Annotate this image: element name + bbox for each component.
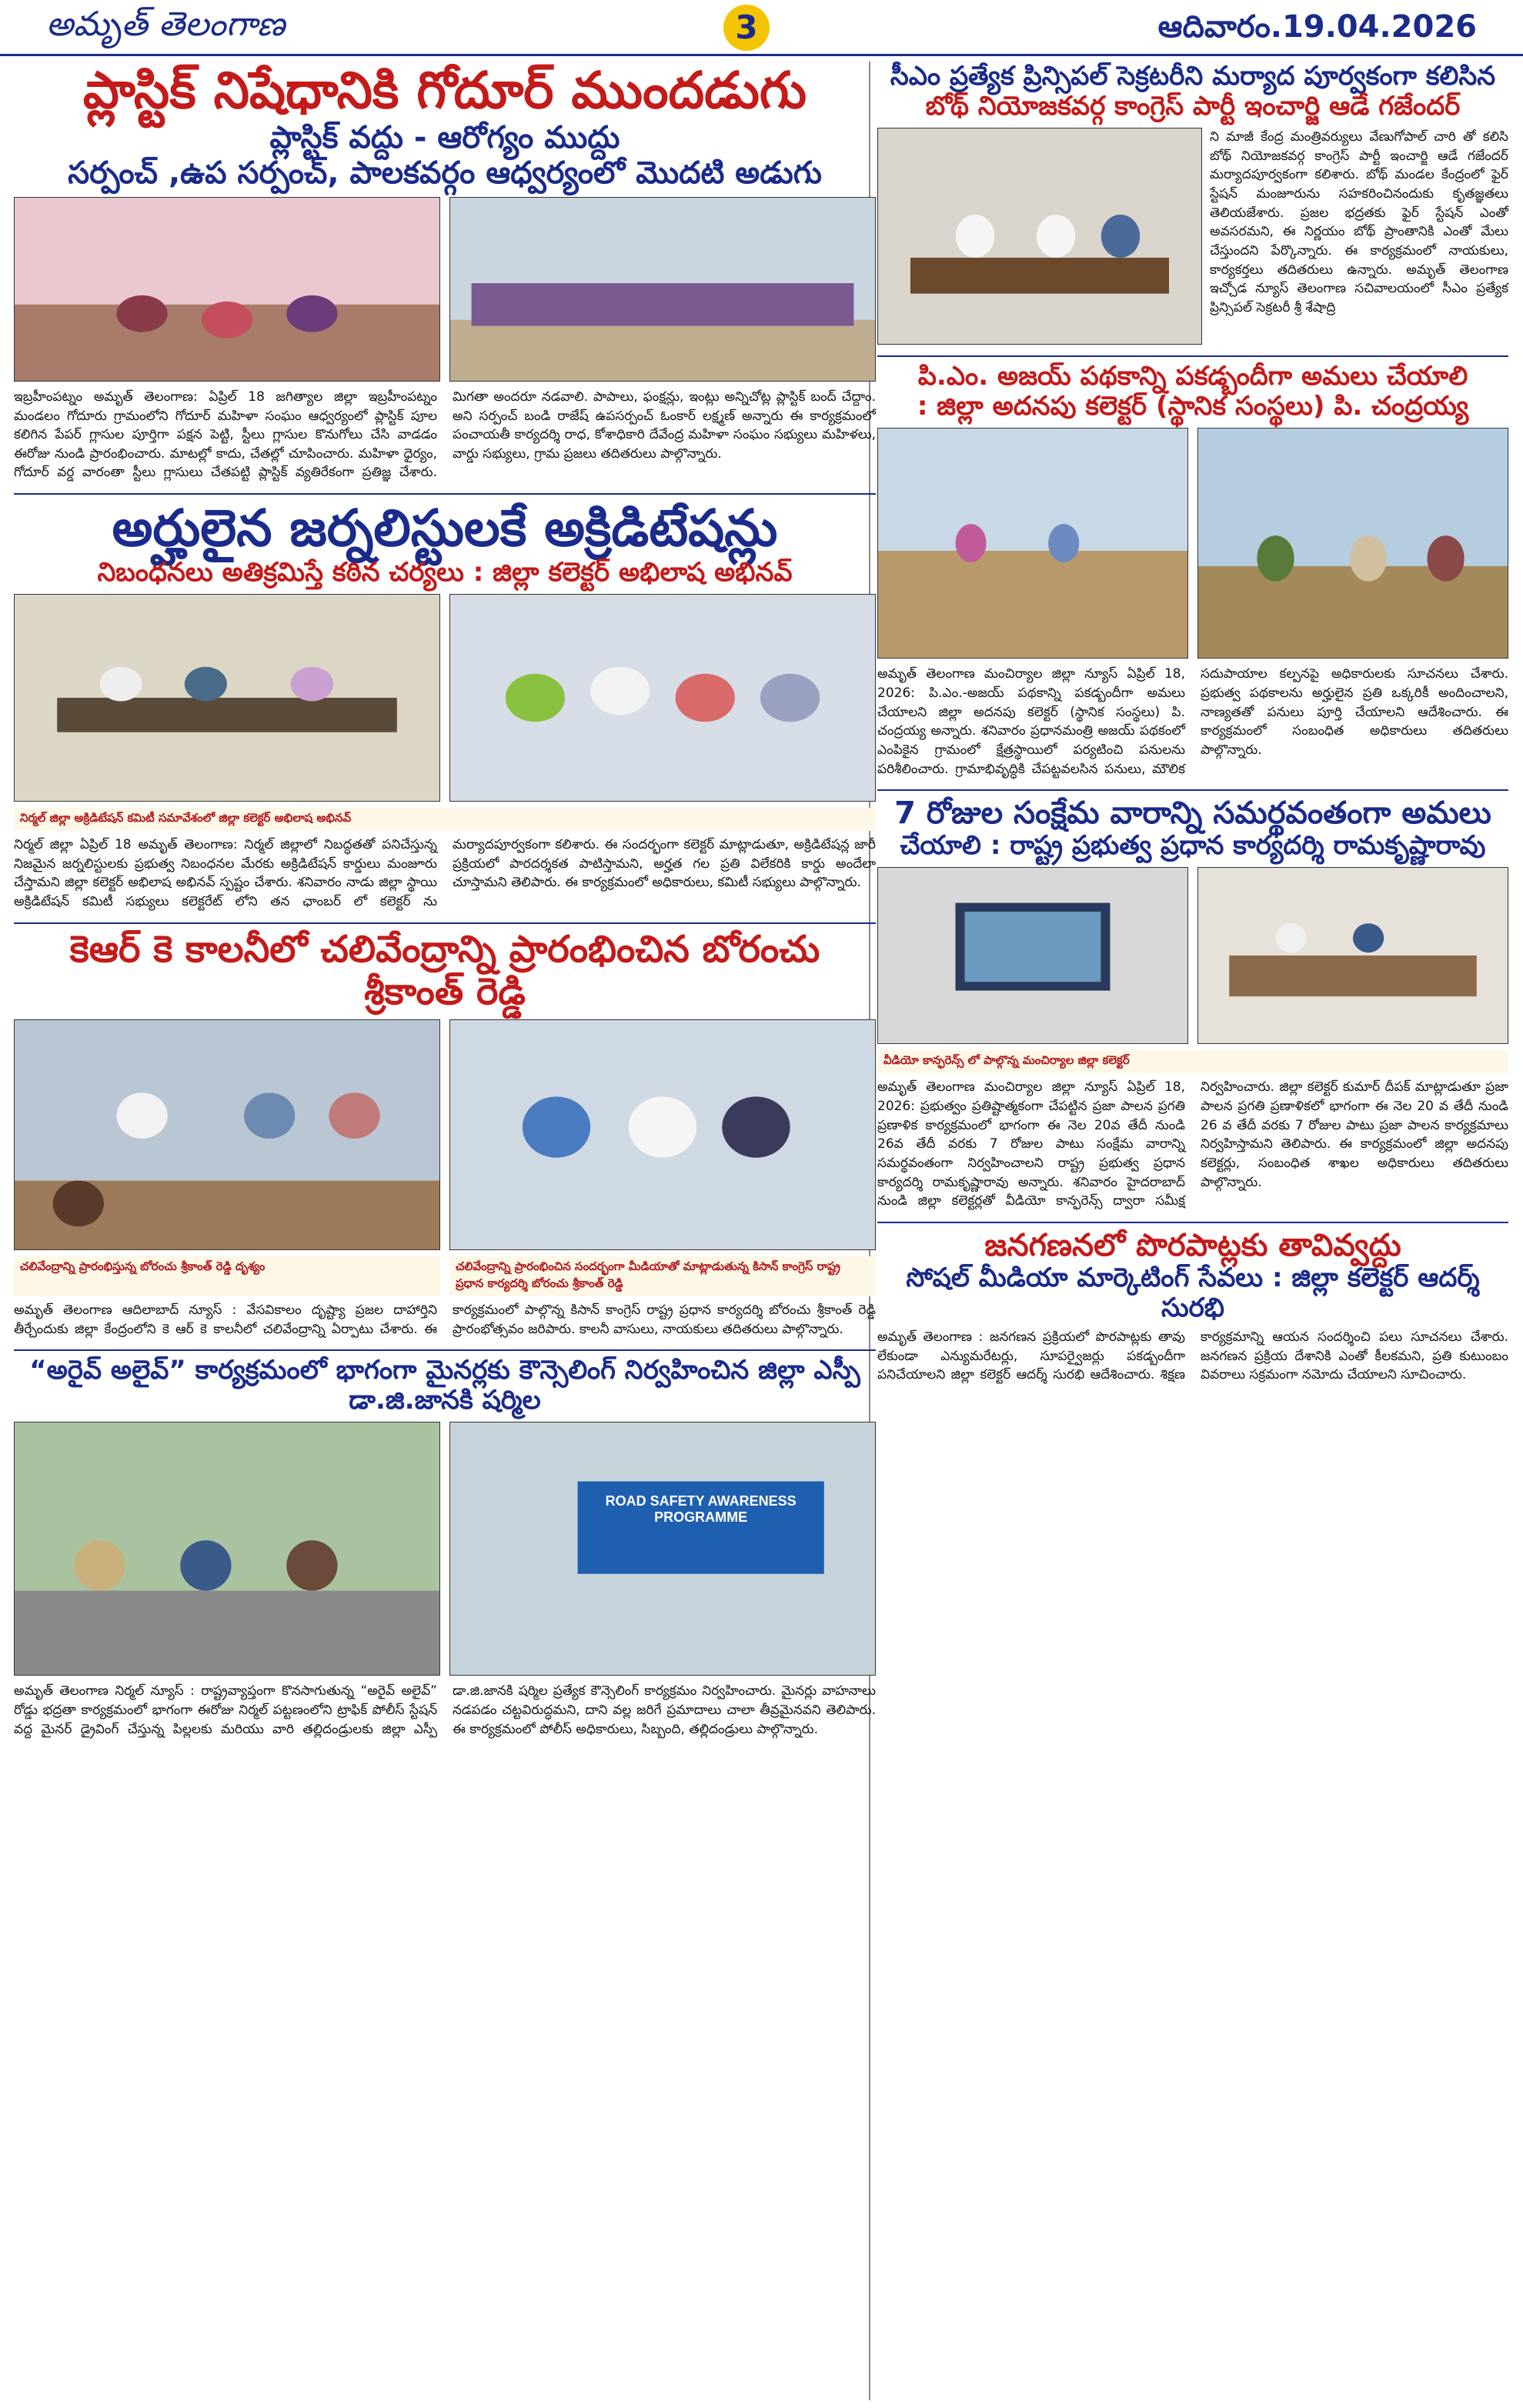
article-body: ఇబ్రహీంపట్నం అమృత్ తెలంగాణ: ఏప్రిల్ 18 జగిత్యాల జిల్లా ఇబ్రహీంపట్నం మండలం గోదూరు గ్రామంలోని గోదూర్ మహిళా సంఘం ఆధ్వర్యంలో ప్లాస్టిక్ పూల కలిగిన పేపర్ గ్లాసుల పూర్తిగా పక్షన పెట్టి, స్టీలు గ్లాసుల కొనుగోలు చేసి వాడడం ఈరోజు నుండి ప్రారంభించారు. మాటల్లో కాదు, చేతల్లో చూపించారు. మహిళా ధైర్యం, గోదూర్ వర్డ వారంతా స్టీలు గ్లాసులు చేతపట్టి ప్లాస్టిక్ వ్యతిరేకంగా ప్రతిజ్ఞ చేశారు. మిగతా అందరూ నడవాలి. పాపాలు, ఫంక్షన్లు, ఇంట్లు అన్నిచోట్ల ప్లాస్టిక్ బంద్ చేద్దాం. అని సర్పంచ్ బండి రాజేష్ ఉపసర్పంచ్ ఓంకార్ లక్ష్మణ్ అన్నారు ఈ కార్యక్రమంలో పంచాయతీ కార్యదర్శి రాధ, కోశాధికారి దేవేంద్ర మహిళా సంఘం సభ్యులు మహిళలు, వార్డు సభ్యులు, గ్రామ ప్రజలు తదితరులు పాల్గొన్నారు. [14,389,876,481]
news-photo [1197,428,1508,659]
story-cm-secretary [877,62,1508,345]
article-body: అమృత్ తెలంగాణ ఆదిలాబాద్ న్యూస్ : వేసవికాలం దృష్ట్యా ప్రజల దాహార్తిని తీర్చేందుకు జిల్లా కేంద్రంలోని కె ఆర్ కె కాలనీలో చలివేంద్రాన్ని ఏర్పాటు చేశారు. ఈ కార్యక్రమంలో పాల్గొన్న కిసాన్ కాంగ్రెస్ రాష్ట్ర ప్రధాన కార్యదర్శి బోరంచు శ్రీకాంత్ రెడ్డి ప్రారంభోత్సవం జరిపారు. కాలనీ వాసులు, నాయకులు తదితరులు పాల్గొన్నారు. [14,1302,876,1337]
news-photo [14,594,440,802]
section-rule [877,789,1508,791]
photo-caption: నిర్మల్ జిల్లా అక్రిడిటేషన్ కమిటీ సమావేశంలో జిల్లా కలెక్టర్ అభిలాష అభినవ్ [14,808,876,831]
subheadline-1: ప్లాస్టిక్ వద్దు - ఆరోగ్యం ముద్దు [269,119,620,155]
headline: అర్హులైన జర్నలిస్టులకే అక్రిడిటేషన్లు [112,499,778,559]
news-photo [14,197,440,382]
article-body: నిర్మల్ జిల్లా ఏప్రిల్ 18 అమృత్ తెలంగాణ: నిర్మల్ జిల్లాలో నిబద్ధతతో పనిచేస్తున్న నిజమైన జర్నలిస్టులకు ప్రభుత్వ నిబంధనల మేరకు అక్రిడిటేషన్ కార్డులు మంజూరు చేస్తామని జిల్లా కలెక్టర్ అభిలాష అభినవ్ స్పష్టం చేశారు. శనివారం నాడు జిల్లా స్థాయి అక్రిడిటేషన్ కమిటీ సభ్యులు కలెక్టరేట్ లోని తన ఛాంబర్ లో కలెక్టర్ ను మర్యాదపూర్వకంగా కలిశారు. ఈ సందర్భంగా కలెక్టర్ మాట్లాడుతూ, అక్రిడిటేషన్ల జారీ ప్రక్రియలో పారదర్శకత పాటిస్తామని, అర్హత గల ప్రతి విలేకరికి కార్డు అందేలా చూస్తామని తెలిపారు. ఈ కార్యక్రమంలో అధికారులు, కమిటీ సభ్యులు పాల్గొన్నారు. [14,837,876,909]
headline-line-1: జనగణనలో పొరపాట్లకు తావివ్వద్దు [984,1227,1401,1263]
headline: “అరైవ్ అలైవ్” కార్యక్రమంలో భాగంగా మైనర్లకు కౌన్సెలింగ్ నిర్వహించిన జిల్లా ఎస్పీ డా.జి.జానకి షర్మిల [29,1355,860,1416]
story-accreditation [14,499,876,912]
story-pm-ajay [877,362,1508,779]
article-body: ని మాజీ కేంద్ర మంత్రివర్యులు వేణుగోపాల్ చారి తో కలిసి బోథ్ నియోజకవర్గ కాంగ్రెస్ పార్టీ ఇంచార్జి ఆడే గజేందర్ మర్యాదపూర్వకంగా కలిశారు. బోథ్ మండల కేంద్రంలో ఫైర్ స్టేషన్ మంజూరును సహకరించినందుకు కృతజ్ఞతలు తెలియజేశారు. ప్రజల భద్రతకు ఫైర్ స్టేషన్ ఎంతో అవసరమని, ఈ నిర్ణయం బోథ్ ప్రాంతానికి ఎంతో మేలు చేస్తుందని పేర్కొన్నారు. ఈ కార్యక్రమంలో నాయకులు, కార్యకర్తలు తదితరులు ఉన్నారు. అమృత్ తెలంగాణ ఇచ్చోడ న్యూస్ తెలంగాణ సచివాలయంలో సీఎం ప్రత్యేక ప్రిన్సిపల్ సెక్రటరీ శ్రీ శేషాద్రి [1210,129,1508,315]
page-number-badge: 3 [723,5,770,51]
news-photo [14,1019,440,1250]
news-photo [449,1019,876,1250]
article-body: అమృత్ తెలంగాణ : జనగణన ప్రక్రియలో పొరపాట్లకు తావు లేకుండా ఎన్యుమరేటర్లు, సూపర్వైజర్లు పకడ్బందీగా పనిచేయాలని జిల్లా కలెక్టర్ ఆదర్శ్ సురభి ఆదేశించారు. శిక్షణ కార్యక్రమాన్ని ఆయన సందర్శించి పలు సూచనలు చేశారు. జనగణన ప్రక్రియ దేశానికి ఎంతో కీలకమని, ప్రతి కుటుంబం వివరాలు సక్రమంగా నమోదు చేయాలని సూచించారు. [877,1329,1508,1383]
section-rule [14,922,876,924]
news-photo [877,428,1188,659]
news-photo [1197,867,1508,1044]
headline-line-1: 7 రోజుల సంక్షేమ వారాన్ని సమర్థవంతంగా అమలు [894,795,1491,832]
news-photo [14,1422,440,1676]
headline-line-2: సోషల్ మీడియా మార్కెటింగ్ సేవలు : జిల్లా కలెక్టర్ ఆదర్శ్ సురభి [906,1262,1480,1323]
headline: ప్లాస్టిక్ నిషేధానికి గోదూర్ ముందడుగు [82,61,807,120]
headline-line-2: చేయాలి : రాష్ట్ర ప్రభుత్వ ప్రధాన కార్యదర్శి రామకృష్ణారావు [900,830,1486,862]
left-column [14,62,876,1749]
headline-line-2: బోథ్ నియోజకవర్గ కాంగ్రెస్ పార్టీ ఇంచార్జి ఆడే గజేందర్ [925,91,1461,122]
photo-caption: వీడియో కాన్ఫరెన్స్ లో పాల్గొన్న మంచిర్యాల జిల్లా కలెక్టర్ [877,1050,1508,1073]
news-photo [877,128,1202,345]
right-column [877,62,1508,1396]
article-body: అమృత్ తెలంగాణ మంచిర్యాల జిల్లా న్యూస్ ఏప్రిల్ 18, 2026: ప్రభుత్వం ప్రతిష్టాత్మకంగా చేపట్టిన ప్రజా పాలన ప్రగతి ప్రణాళిక కార్యక్రమంలో భాగంగా ఈ నెల 20వ తేదీ నుండి 26వ తేదీ వరకు 7 రోజుల పాటు సంక్షేమ వారాన్ని సమర్థవంతంగా నిర్వహించాలని రాష్ట్ర ప్రభుత్వ ప్రధాన కార్యదర్శి రామకృష్ణారావు అన్నారు. శనివారం హైదరాబాద్ నుండి జిల్లా కలెక్టర్లతో వీడియో కాన్ఫరెన్స్ ద్వారా సమీక్ష నిర్వహించారు. జిల్లా కలెక్టర్ కుమార్ దీపక్ మాట్లాడుతూ ప్రజా పాలన ప్రగతి ప్రణాళికలో భాగంగా ఈ నెల 20 వ తేదీ నుండి 26 వ తేదీ వరకు 7 రోజుల పాటు ప్రజా పాలన కార్యక్రమాలు నిర్వహిస్తామని తెలిపారు. ఈ కార్యక్రమంలో జిల్లా అదనపు కలెక్టర్లు, సంబంధిత శాఖల అధికారులు తదితరులు పాల్గొన్నారు. [877,1079,1508,1209]
section-rule [14,493,876,495]
story-census [877,1228,1508,1385]
news-photo [877,867,1188,1044]
subheadline-2: సర్పంచ్ ,ఉప సర్పంచ్, పాలకవర్గం ఆధ్వర్యంలో మొదటి అడుగు [68,155,822,191]
photo-caption: చలివేంద్రాన్ని ప్రారంభించిన సందర్భంగా మీడియాతో మాట్లాడుతున్న కిసాన్ కాంగ్రెస్ రాష్ట్ర ప్రధాన కార్యదర్శి బోరంచు శ్రీకాంత్ రెడ్డి [449,1256,876,1296]
news-photo [449,197,876,382]
masthead [0,0,1523,56]
story-water-booth [14,929,876,1339]
article-body: అమృత్ తెలంగాణ మంచిర్యాల జిల్లా న్యూస్ ఏప్రిల్ 18, 2026: పి.ఎం.-అజయ్ పథకాన్ని పకడ్బందీగా అమలు చేయాలని జిల్లా అదనపు కలెక్టర్ (స్థానిక సంస్థలు) పి. చంద్రయ్య అన్నారు. శనివారం ప్రధానమంత్రి అజయ్ పథకంలో ఎంపికైన గ్రామంలో క్షేత్రస్థాయిలో పర్యటించి పనులను పరిశీలించారు. గ్రామాభివృద్ధికి చేపట్టవలసిన పనులు, మౌలిక సదుపాయాల కల్పనపై అధికారులకు సూచనలు చేశారు. ప్రభుత్వ పథకాలను అర్హులైన ప్రతి ఒక్కరికీ అందించాలని, నాణ్యతతో పనులు పూర్తి చేయాలని ఆదేశించారు. ఈ కార్యక్రమంలో సంబంధిత అధికారులు తదితరులు పాల్గొన్నారు. [877,666,1508,777]
issue-date: ఆదివారం.19.04.2026 [1157,9,1477,45]
photo-caption: చలివేంద్రాన్ని ప్రారంభిస్తున్న బోరంచు శ్రీకాంత్ రెడ్డి దృశ్యం [14,1256,440,1296]
story-plastic-ban [14,62,876,482]
headline-line-2: : జిల్లా అదనపు కలెక్టర్ (స్థానిక సంస్థలు) పి. చంద్రయ్య [917,391,1469,422]
story-arrive-alive [14,1356,876,1739]
subheadline: నిబంధనలు అతిక్రమిస్తే కఠిన చర్యలు : జిల్లా కలెక్టర్ అభిలాష అభినవ్ [97,556,793,588]
section-rule [877,1222,1508,1223]
news-photo [449,1422,876,1676]
headline: కెఆర్ కె కాలనీలో చలివేంద్రాన్ని ప్రారంభించిన బోరంచు శ్రీకాంత్ రెడ్డి [69,927,820,1013]
newspaper-name: అమృత్ తెలంగాణ [46,5,286,44]
news-photo [449,594,876,802]
story-welfare-week [877,795,1508,1211]
section-rule [14,1349,876,1351]
headline-line-1: సీఎం ప్రత్యేక ప్రిన్సిపల్ సెక్రటరీని మర్యాద పూర్వకంగా కలిసిన [890,61,1496,92]
headline-line-1: పి.ఎం. అజయ్ పథకాన్ని పకడ్బందీగా అమలు చేయాలి [917,361,1468,392]
article-body: అమృత్ తెలంగాణ నిర్మల్ న్యూస్ : రాష్ట్రవ్యాప్తంగా కొనసాగుతున్న “అరైవ్ అలైవ్” రోడ్డు భద్రతా కార్యక్రమంలో భాగంగా ఈరోజు నిర్మల్ పట్టణంలోని ట్రాఫిక్ పోలీస్ స్టేషన్ వద్ద మైనర్ డ్రైవింగ్ చేస్తున్న పిల్లలకు మరియు వారి తల్లిదండ్రులకు జిల్లా ఎస్పీ డా.జి.జానకి షర్మిల ప్రత్యేక కౌన్సెలింగ్ కార్యక్రమం నిర్వహించారు. మైనర్లు వాహనాలు నడపడం చట్టవిరుద్ధమని, దాని వల్ల జరిగే ప్రమాదాలు చాలా తీవ్రమైనవని తెలిపారు. ఈ కార్యక్రమంలో పోలీస్ అధికారులు, సిబ్బంది, తల్లిదండ్రులు పాల్గొన్నారు. [14,1683,876,1737]
section-rule [877,355,1508,357]
banner-text: ROAD SAFETY AWARENESS PROGRAMME [605,1493,797,1526]
